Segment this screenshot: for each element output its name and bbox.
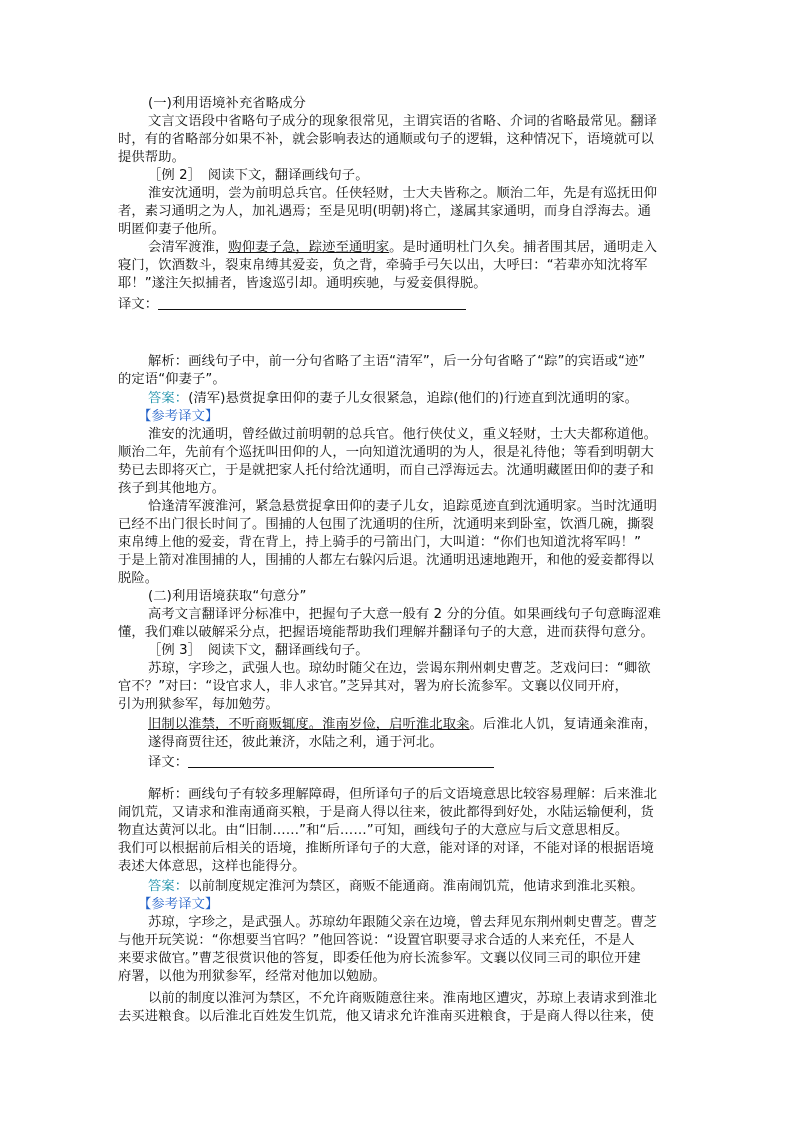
translation-blank[interactable] [158, 297, 466, 310]
answer-text: 以前制度规定淮河为禁区，商贩不能通商。淮南闹饥荒，他请求到淮北买粮。 [188, 879, 644, 894]
passage-line: 寝门，饮酒数斗，裂束帛缚其爱妾，负之背，牵骑手弓矢以出，大呼曰：“若辈亦知沈将军 [118, 258, 648, 273]
section2-intro-line: 懂，我们难以破解采分点，把握语境能帮助我们理解并翻译句子的大意，进而获得句意分。 [118, 625, 654, 640]
section1-intro-line: 文言文语段中省略句子成分的现象很常见，主谓宾语的省略、介词的省略最常见。翻译 [148, 114, 658, 129]
passage-line: 者，素习通明之为人，加礼遇焉；至是见明(明朝)将亡，遂属其家通明，而身自浮海去。通 [118, 204, 652, 219]
passage-text: 会清军渡淮， [148, 240, 229, 255]
passage-line: 官不？”对曰：“设官求人，非人求官。”芝异其对，署为府长流参军。文襄以仪同开府， [118, 679, 628, 694]
ref-line: 恰逢清军渡淮河，紧急悬赏捉拿田仰的妻子儿女，追踪觅迹直到沈通明家。当时沈通明 [148, 499, 658, 514]
ref-line: 淮安的沈通明，曾经做过前明朝的总兵官。他行侠仗义，重义轻财，士大夫都称道他。 [148, 427, 658, 442]
ref-line: 势已去即将灭亡，于是就把家人托付给沈通明，而自己浮海远去。沈通明藏匿田仰的妻子和 [118, 463, 654, 478]
analysis-line: 解析：画线句子有较多理解障碍，但所译句子的后文语境意思比较容易理解：后来淮北 [148, 787, 658, 802]
translation-blank[interactable] [188, 755, 494, 768]
analysis-line: 表述大体意思，这样也能得分。 [118, 859, 306, 874]
section2-intro-line: 高考文言翻译评分标准中，把握句子大意一般有 2 分的分值。如果画线句子句意晦涩难 [148, 607, 661, 622]
analysis-line: 闹饥荒，又请求和淮南通商买粮，于是商人得以往来，彼此都得到好处，水陆运输便利，货 [118, 805, 654, 820]
analysis-line: 解析：画线句子中，前一分句省略了主语“清军”，后一分句省略了“踪”的宾语或“迹” [148, 354, 646, 369]
underlined-sentence: 购仰妻子急，踪迹至通明家 [228, 240, 390, 255]
passage-line: 遂得商贾往还，彼此兼济，水陆之利，通于河北。 [148, 735, 443, 750]
passage-line: 苏琼，字珍之，武强人也。琼幼时随父在边，尝谒东荆州刺史曹芝。芝戏问曰：“卿欲 [148, 661, 651, 676]
reference-translation-label [138, 408, 218, 426]
ref-line: 来要求做官。”曹芝很赏识他的答复，即委任他为府长流参军。文襄以仪同三司的职位开建 [118, 951, 641, 966]
passage-line: 耶！”遂注矢拟捕者，皆逡巡引却。通明疾驰，与爱妾俱得脱。 [118, 276, 487, 291]
ref-line: 与他开玩笑说：“你想要当官吗？”他回答说：“设置官职要寻求合适的人来充任，不是人 [118, 933, 635, 948]
ref-line: 孩子到其他地方。 [118, 481, 226, 496]
underlined-sentence: 旧制以淮禁，不听商贩辄度。淮南岁俭，启听淮北取籴 [148, 717, 470, 732]
answer-label: 答案： [148, 391, 189, 406]
passage-text: 。是时通明杜门久矣。捕者围其居，通明走入 [389, 240, 658, 255]
passage-line-underlined [148, 239, 657, 257]
section2-heading: (二)利用语境获取“句意分” [148, 589, 307, 604]
passage-line-underlined [148, 716, 657, 734]
answer-text: (清军)悬赏捉拿田仰的妻子儿女很紧急，追踪(他们的)行迹直到沈通明的家。 [188, 391, 639, 406]
ref-line: 已经不出门很长时间了。围捕的人包围了沈通明的住所，沈通明来到卧室，饮酒几碗，撕裂 [118, 517, 654, 532]
ref-line: 束帛缚上他的爱妾，背在背上，持上骑手的弓箭出门，大叫道：“你们也知道沈将军吗！” [118, 535, 642, 550]
analysis-line: 物直达黄河以北。由“旧制……”和“后……”可知，画线句子的大意应与后文意思相反。 [118, 823, 629, 838]
section1-intro-line: 时，有的省略部分如果不补，就会影响表达的通顺或句子的逻辑，这种情况下，语境就可以 [118, 132, 654, 147]
translation-label: 译文： [148, 755, 189, 770]
answer-line [148, 878, 644, 896]
section1-intro-line: 提供帮助。 [118, 150, 185, 165]
analysis-line: 的定语“仰妻子”。 [118, 372, 226, 387]
ref-label: 【参考译文】 [138, 409, 219, 424]
ref-line: 于是上箭对准围捕的人，围捕的人都左右躲闪后退。沈通明迅速地跑开，和他的爱妾都得以 [118, 553, 654, 568]
translation-label: 译文： [118, 297, 159, 312]
ref-line: 顺治二年，先前有个巡抚叫田仰的人，一向知道沈通明的为人，很是礼待他；等看到明朝大 [118, 445, 654, 460]
section1-heading: (一)利用语境补充省略成分 [148, 96, 306, 111]
example3-label: ［例 3］ 阅读下文，翻译画线句子。 [148, 643, 369, 658]
reference-translation-label [138, 896, 218, 914]
ref-line: 府署，以他为刑狱参军，经常对他加以勉励。 [118, 969, 386, 984]
translation-line [148, 754, 494, 772]
passage-line: 引为刑狱参军，每加勉劳。 [118, 697, 279, 712]
ref-line: 脱险。 [118, 571, 159, 586]
answer-line [148, 390, 638, 408]
ref-line: 以前的制度以淮河为禁区，不允许商贩随意往来。淮南地区遭灾，苏琼上表请求到淮北 [148, 991, 658, 1006]
ref-line: 苏琼，字珍之，是武强人。苏琼幼年跟随父亲在边境，曾去拜见东荆州刺史曹芝。曹芝 [148, 915, 658, 930]
analysis-line: 我们可以根据前后相关的语境，推断所译句子的大意，能对译的对译，不能对译的根据语境 [118, 841, 654, 856]
ref-line: 去买进粮食。以后淮北百姓发生饥荒，他又请求允许淮南买进粮食，于是商人得以往来，使 [118, 1009, 654, 1024]
passage-text: 。后淮北人饥，复请通籴淮南， [469, 717, 658, 732]
passage-line: 明匿仰妻子他所。 [118, 222, 226, 237]
example2-label: ［例 2］ 阅读下文，翻译画线句子。 [148, 168, 369, 183]
translation-line [118, 296, 466, 314]
answer-label: 答案： [148, 879, 189, 894]
ref-label: 【参考译文】 [138, 897, 219, 912]
passage-line: 淮安沈通明，尝为前明总兵官。任侠轻财，士大夫皆称之。顺治二年，先是有巡抚田仰 [148, 186, 658, 201]
